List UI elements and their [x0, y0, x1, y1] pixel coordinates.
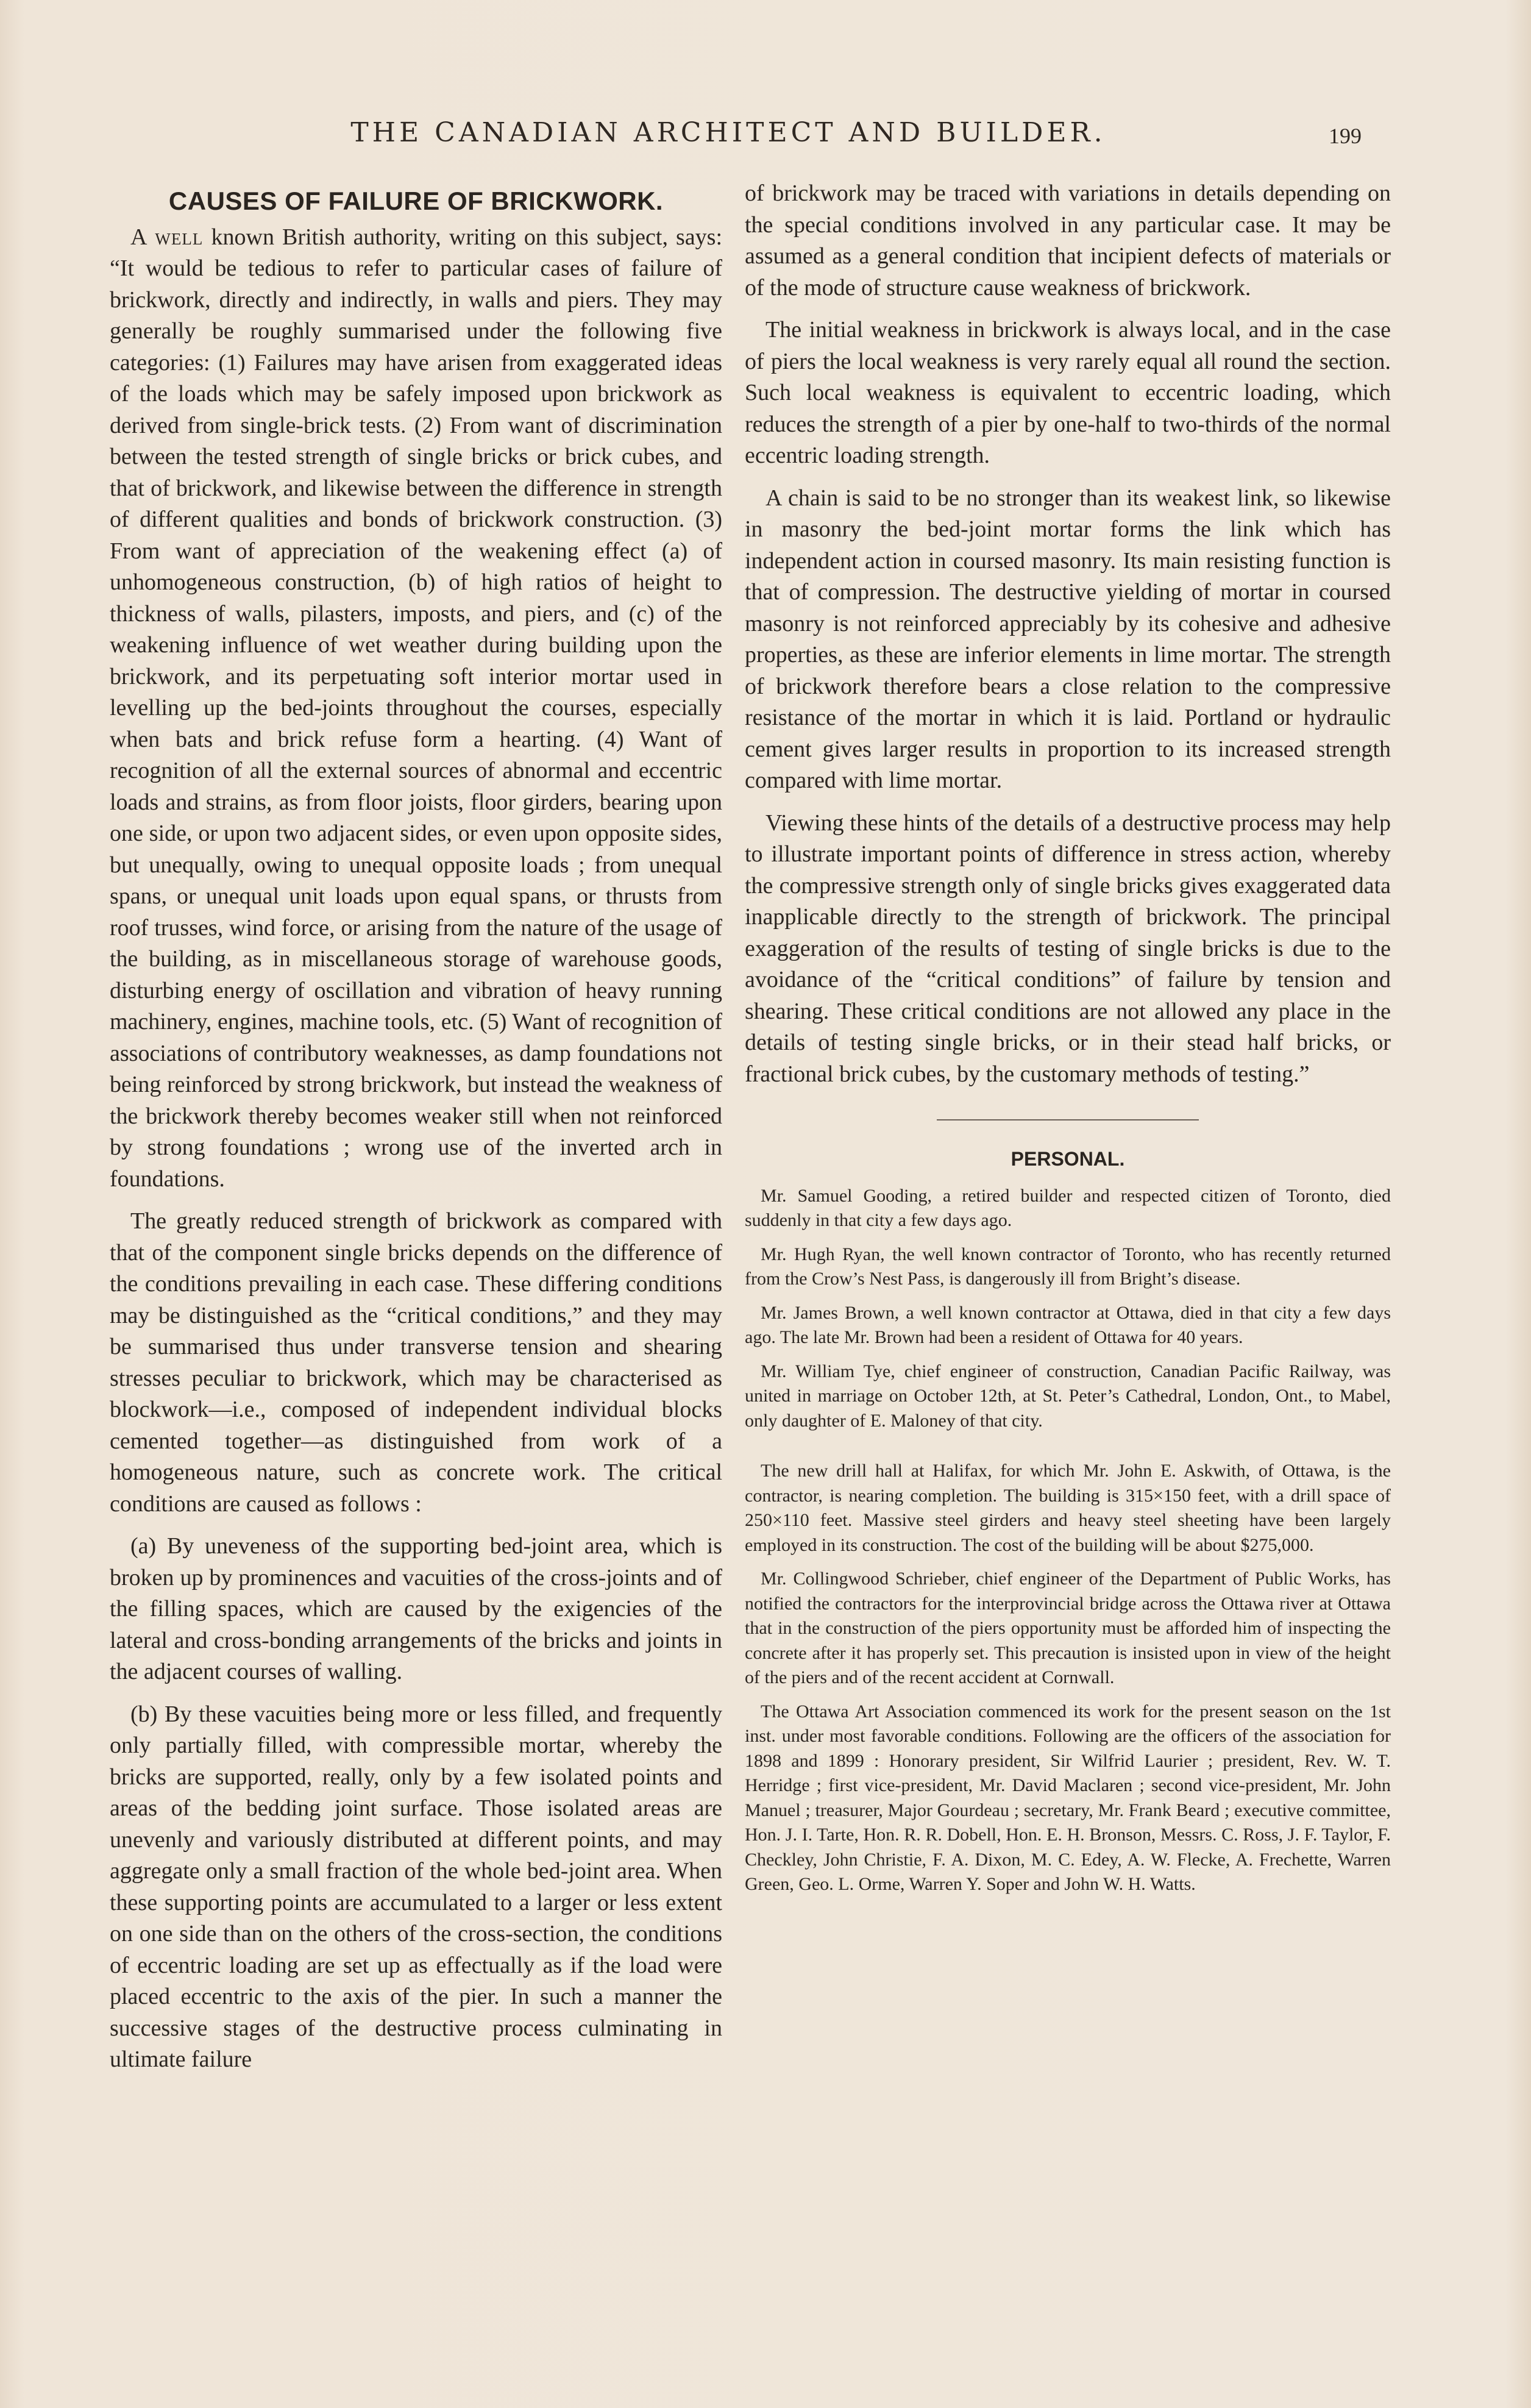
- article-paragraph-4: (b) By these vacuities being more or less filled, and frequently only partially filled, with compressible mortar, whereby the bricks are supported, really, only by a few isolated points and areas of the bedding joint surface. Those isolated areas are unevenly and variously distributed at different points, and may aggregate only a small fraction of the whole bed-joint area. When these supporting points are accumulated to a larger or less extent on one side than on the others of the cross-section, the conditions of eccentric loading are set up as effectually as if the load were placed eccentric to the axis of the pier. In such a manner the successive stages of the destructive process culminating in ultimate failure: [110, 1701, 722, 2072]
- news-notes: [745, 1459, 1391, 1897]
- article-paragraph-1: [110, 222, 722, 1195]
- news-note: Mr. Collingwood Schrieber, chief engineer of the Department of Public Works, has notified the contractors for the interprovincial bridge across the Ottawa river at Ottawa that in the construction of the piers opportunity must be afforded him of inspecting the concrete after it has properly set. This precaution is insisted upon in view of the height of the piers and of the recent accident at Cornwall.: [745, 1569, 1391, 1687]
- article-title: CAUSES OF FAILURE OF BRICKWORK.: [168, 187, 664, 215]
- personal-items: [745, 1184, 1391, 1434]
- notes-spacer: [745, 1433, 1391, 1459]
- article-paragraph-3: (a) By uneveness of the supporting bed-joint area, which is broken up by prominences and vacuities of the cross-joints and of the filling spaces, which are caused by the exigencies of the lateral and cross-bonding arrangements of the bricks and joints in the adjacent courses of walling.: [110, 1533, 722, 1684]
- article-continuation-4: Viewing these hints of the details of a destructive process may help to illustrate important points of difference in stress action, whereby the compressive strength only of single bricks gives exaggerated data inapplicable directly to the strength of brickwork. The principal exaggeration of the results of testing of single bricks is due to the avoidance of the “critical conditions” of failure by tension and shearing. These critical conditions are not allowed any place in the details of testing single bricks, or in their stead half bricks, or fractional brick cubes, by the customary methods of testing.”: [745, 810, 1391, 1087]
- personal-item: Mr. Hugh Ryan, the well known contractor of Toronto, who has recently returned from the Crow’s Nest Pass, is dangerously ill from Bright’s disease.: [745, 1244, 1391, 1289]
- article-continuation-2: The initial weakness in brickwork is always local, and in the case of piers the local weakness is very rarely equal all round the section. Such local weakness is equivalent to eccentric loading, which reduces the strength of a pier by one-half to two-thirds of the normal eccentric loading strength.: [745, 317, 1391, 468]
- personal-item: Mr. Samuel Gooding, a retired builder and respected citizen of Toronto, died suddenly in that city a few days ago.: [745, 1185, 1391, 1230]
- news-note: The Ottawa Art Association commenced its work for the present season on the 1st inst. under most favorable conditions. Following are the officers of the association for 1898 and 1899 : Honorary president, Sir Wilfrid Laurier ; president, Rev. W. T. Herridge ; first vice-president, Mr. David Maclaren ; second vice-president, Mr. John Manuel ; treasurer, Major Gourdeau ; secretary, Mr. Frank Beard ; executive committee, Hon. J. I. Tarte, Hon. R. R. Dobell, Hon. E. H. Bronson, Messrs. C. Ross, J. F. Taylor, F. Checkley, John Christie, F. A. Dixon, M. C. Edey, A. W. Flecke, A. Frechette, Warren Green, Geo. L. Orme, Warren Y. Soper and John W. H. Watts.: [745, 1701, 1391, 1894]
- personal-item: Mr. James Brown, a well known contractor at Ottawa, died in that city a few days ago. The late Mr. Brown had been a resident of Ottawa for 40 years.: [745, 1302, 1391, 1347]
- lead-word: A well: [130, 224, 204, 250]
- paragraph-text: known British authority, writing on this subject, says: “It would be tedious to refer to particular cases of failure of brickwork, directly and indirectly, in walls and piers. They may generally be roughly summarised under the following five categories: (1) Failures may have arisen from exaggerated ideas of the loads which may be safely imposed upon brickwork as derived from single-brick tests. (2) From want of discrimination between the tested strength of single bricks or brick cubes, and that of brickwork, and likewise between the difference in strength of different qualities and bonds of brickwork construction. (3) From want of appreciation of the weakening effect (a) of unhomogeneous construction, (b) of high ratios of height to thickness of walls, pilasters, imposts, and piers, and (c) of the weakening influence of wet weather during building upon the brickwork, and its perpetuating soft interior mortar used in levelling up the bed-joints throughout the courses, especially when bats and brick refuse form a hearting. (4) Want of recognition of all the external sources of abnormal and eccentric loads and strains, as from floor joists, floor girders, bearing upon one side, or upon two adjacent sides, or even upon opposite sides, but unequally, owing to unequal opposite loads ; from unequal spans, or unequal unit loads upon equal spans, or thrusts from roof trusses, wind force, or arising from the nature of the usage of the building, as in miscellaneous storage of warehouse goods, disturbing energy of oscillation and vibration of heavy running machinery, engines, machine tools, etc. (5) Want of recognition of associations of contributory weaknesses, as damp foundations not being reinforced by strong brickwork, but instead the weakness of the brickwork thereby becomes weaker still when not reinforced by strong foundations ; wrong use of the inverted arch in foundations.: [110, 224, 723, 1192]
- article-continuation-3: A chain is said to be no stronger than its weakest link, so likewise in masonry the bed-joint mortar forms the link which has independent action in coursed masonry. Its main resisting function is that of compression. The destructive yielding of mortar in coursed masonry is not reinforced appreciably by its cohesive and adhesive properties, as these are inferior elements in lime mortar. The strength of brickwork therefore bears a close relation to the compressive resistance of the mortar in which it is laid. Portland or hydraulic cement gives larger results in proportion to its increased strength compared with lime mortar.: [745, 485, 1391, 793]
- personal-section-title: PERSONAL.: [1011, 1148, 1125, 1170]
- article-continuation-1: of brickwork may be traced with variations in details depending on the special conditions involved in any particular case. It may be assumed as a general condition that incipient defects of materials or of the mode of structure cause weakness of brickwork.: [745, 180, 1391, 301]
- section-divider: [937, 1119, 1199, 1120]
- left-column: [110, 178, 722, 2076]
- running-title: THE CANADIAN ARCHITECT AND BUILDER.: [350, 117, 1106, 148]
- right-column: [745, 178, 1391, 1897]
- news-note: The new drill hall at Halifax, for which Mr. John E. Askwith, of Ottawa, is the contractor, is nearing completion. The building is 315×150 feet, with a drill space of 250×110 feet. Massive steel girders and heavy steel sheeting have been largely employed in its construction. The cost of the building will be about $275,000.: [745, 1461, 1391, 1555]
- article-paragraph-2: The greatly reduced strength of brickwork as compared with that of the component single bricks depends on the difference of the conditions prevailing in each case. These differing conditions may be distinguished as the “critical conditions,” and they may be summarised thus under transverse tension and shearing stresses peculiar to brickwork, which may be characterised as blockwork—i.e., composed of independent individual blocks cemented together—as distinguished from work of a homogeneous nature, such as concrete work. The critical conditions are caused as follows :: [110, 1208, 722, 1517]
- personal-item: Mr. William Tye, chief engineer of construction, Canadian Pacific Railway, was united in marriage on October 12th, at St. Peter’s Cathedral, London, Ont., to Mabel, only daughter of E. Maloney of that city.: [745, 1361, 1391, 1431]
- page-number: 199: [1329, 124, 1362, 148]
